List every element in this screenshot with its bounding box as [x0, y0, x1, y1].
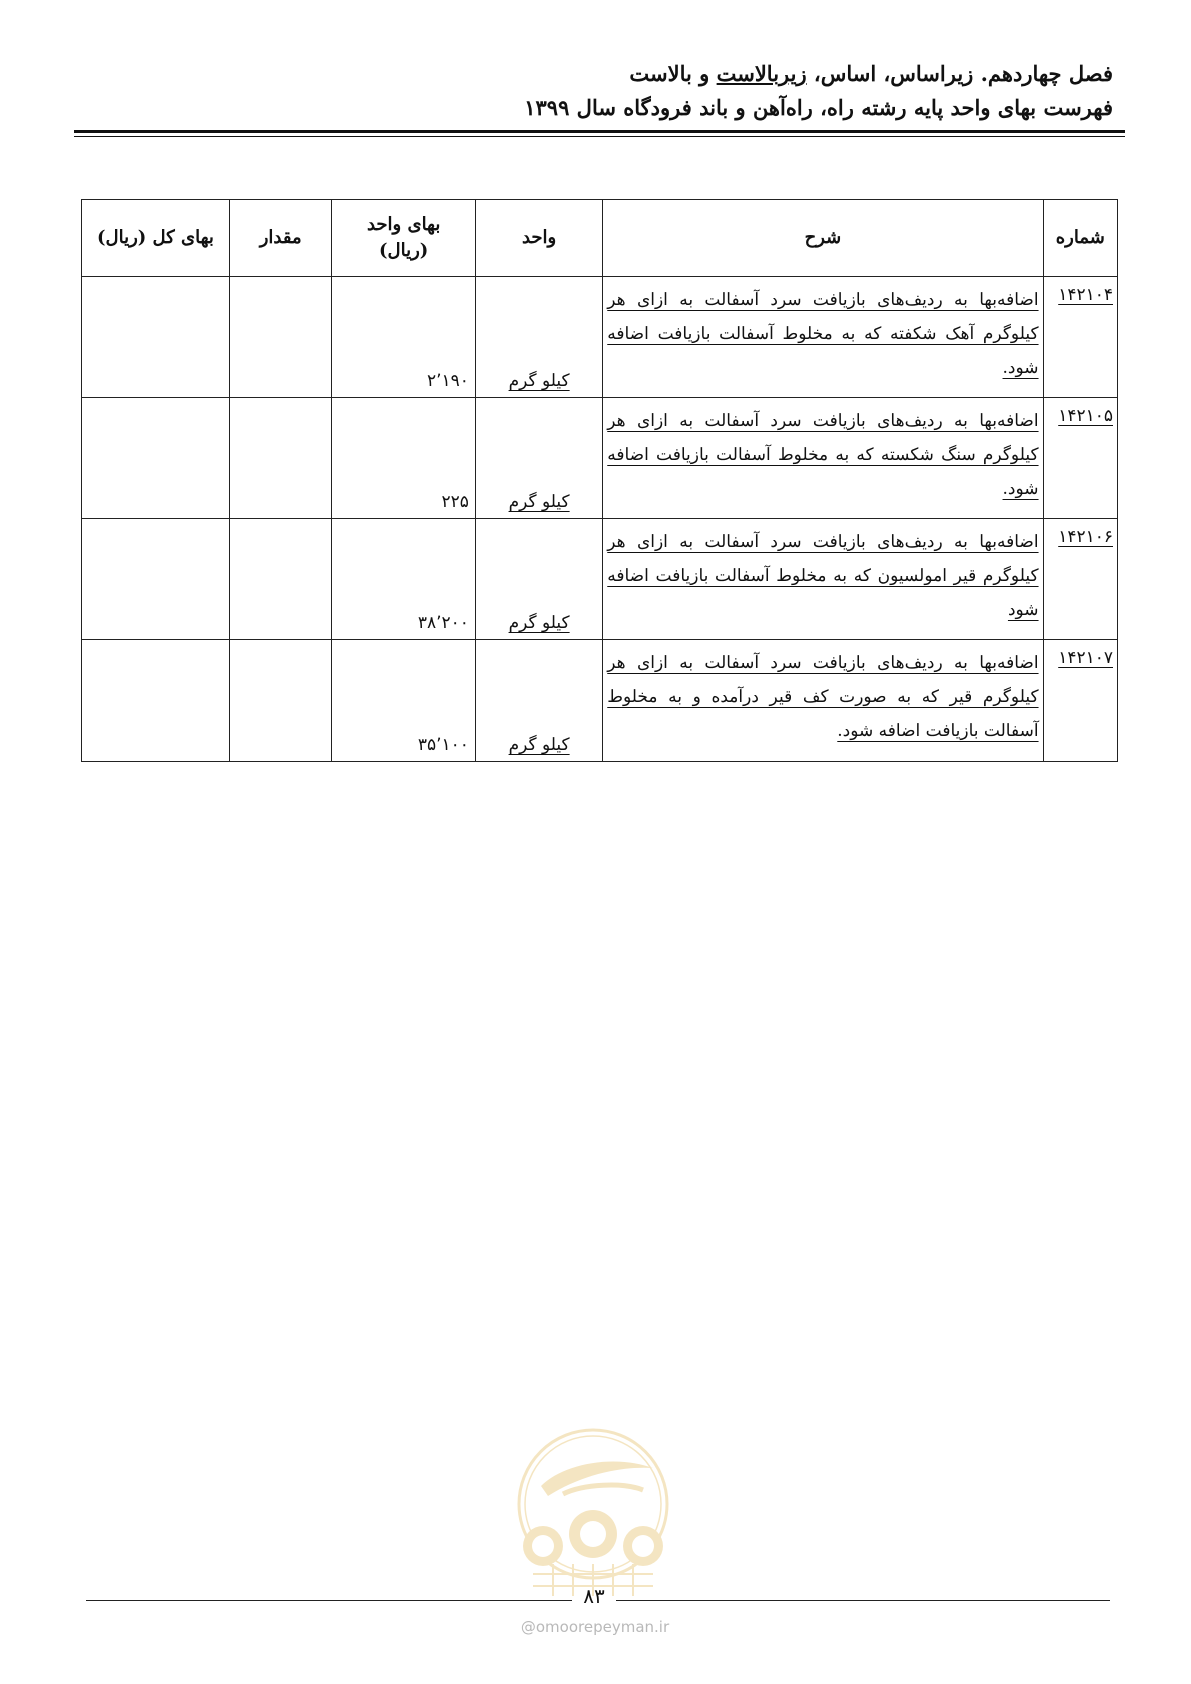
table-row — [82, 519, 1118, 640]
cell-code — [1043, 277, 1117, 398]
cell-description — [603, 519, 1043, 640]
cell-total — [82, 640, 230, 762]
item-unit: کیلو گرم — [508, 735, 570, 755]
cell-quantity — [229, 398, 332, 519]
item-unit: کیلو گرم — [508, 371, 570, 391]
header-unit: واحد — [475, 200, 602, 277]
chapter-title-underlined: زیربالاست — [716, 61, 807, 86]
footer-rule-right — [616, 1600, 1110, 1601]
cell-code — [1043, 398, 1117, 519]
item-code: ۱۴۲۱۰۵ — [1058, 406, 1113, 426]
header-description: شرح — [603, 200, 1043, 277]
header-code: شماره — [1043, 200, 1117, 277]
cell-description — [603, 640, 1043, 762]
item-description: اضافه‌بها به ردیف‌های بازیافت سرد آسفالت به ازای هر کیلوگرم قیر امولسیون که به مخلوط آسفالت بازیافت اضافه شود — [607, 532, 1039, 620]
cell-unit — [475, 519, 602, 640]
cell-total — [82, 277, 230, 398]
table-row — [82, 277, 1118, 398]
header-total: بهای کل (ریال) — [82, 200, 230, 277]
cell-description — [603, 277, 1043, 398]
item-code: ۱۴۲۱۰۷ — [1058, 648, 1113, 668]
header-rule-thin — [74, 136, 1125, 137]
item-code: ۱۴۲۱۰۴ — [1058, 285, 1113, 305]
item-description: اضافه‌بها به ردیف‌های بازیافت سرد آسفالت به ازای هر کیلوگرم آهک شکفته که به مخلوط آسفالت بازیافت اضافه شود. — [607, 290, 1039, 378]
item-code: ۱۴۲۱۰۶ — [1058, 527, 1113, 547]
chapter-title-part2: و بالاست — [629, 61, 717, 86]
cell-code — [1043, 519, 1117, 640]
cell-quantity — [229, 519, 332, 640]
item-unit: کیلو گرم — [508, 492, 570, 512]
cell-unit — [475, 398, 602, 519]
cell-total — [82, 398, 230, 519]
watermark-logo — [503, 1424, 683, 1599]
item-description: اضافه‌بها به ردیف‌های بازیافت سرد آسفالت به ازای هر کیلوگرم قیر که به صورت کف قیر درآمده و به مخلوط آسفالت بازیافت اضافه شود. — [607, 653, 1039, 741]
header-unit-price-currency: (ریال) — [379, 240, 429, 261]
table-header-row — [82, 200, 1118, 277]
cell-unit — [475, 640, 602, 762]
item-description: اضافه‌بها به ردیف‌های بازیافت سرد آسفالت به ازای هر کیلوگرم سنگ شکسته که به مخلوط آسفالت بازیافت اضافه شود. — [607, 411, 1039, 499]
header-unit-price-title: بهای واحد — [366, 214, 441, 235]
cell-unit — [475, 277, 602, 398]
chapter-title — [73, 58, 1113, 90]
item-unit: کیلو گرم — [508, 613, 570, 633]
page-number: ۸۳ — [583, 1584, 605, 1608]
cell-quantity — [229, 277, 332, 398]
table-row — [82, 398, 1118, 519]
cell-unit-price: ۲۲۵ — [332, 398, 476, 519]
cell-unit-price: ۲٬۱۹۰ — [332, 277, 476, 398]
cell-quantity — [229, 640, 332, 762]
table-row — [82, 640, 1118, 762]
cell-description — [603, 398, 1043, 519]
header-unit-price — [332, 200, 476, 277]
cell-code — [1043, 640, 1117, 762]
page-header — [73, 58, 1113, 124]
watermark-site: @omoorepeyman.ir — [520, 1618, 670, 1636]
cell-unit-price: ۳۸٬۲۰۰ — [332, 519, 476, 640]
cell-unit-price: ۳۵٬۱۰۰ — [332, 640, 476, 762]
document-title: فهرست بهای واحد پایه رشته راه، راه‌آهن و باند فرودگاه سال ۱۳۹۹ — [524, 95, 1113, 120]
footer-rule-left — [86, 1600, 572, 1601]
cell-total — [82, 519, 230, 640]
chapter-title-part1: فصل چهاردهم. زیراساس، اساس، — [806, 61, 1113, 86]
header-quantity: مقدار — [229, 200, 332, 277]
price-table — [81, 199, 1118, 762]
header-rule-thick — [74, 130, 1125, 133]
